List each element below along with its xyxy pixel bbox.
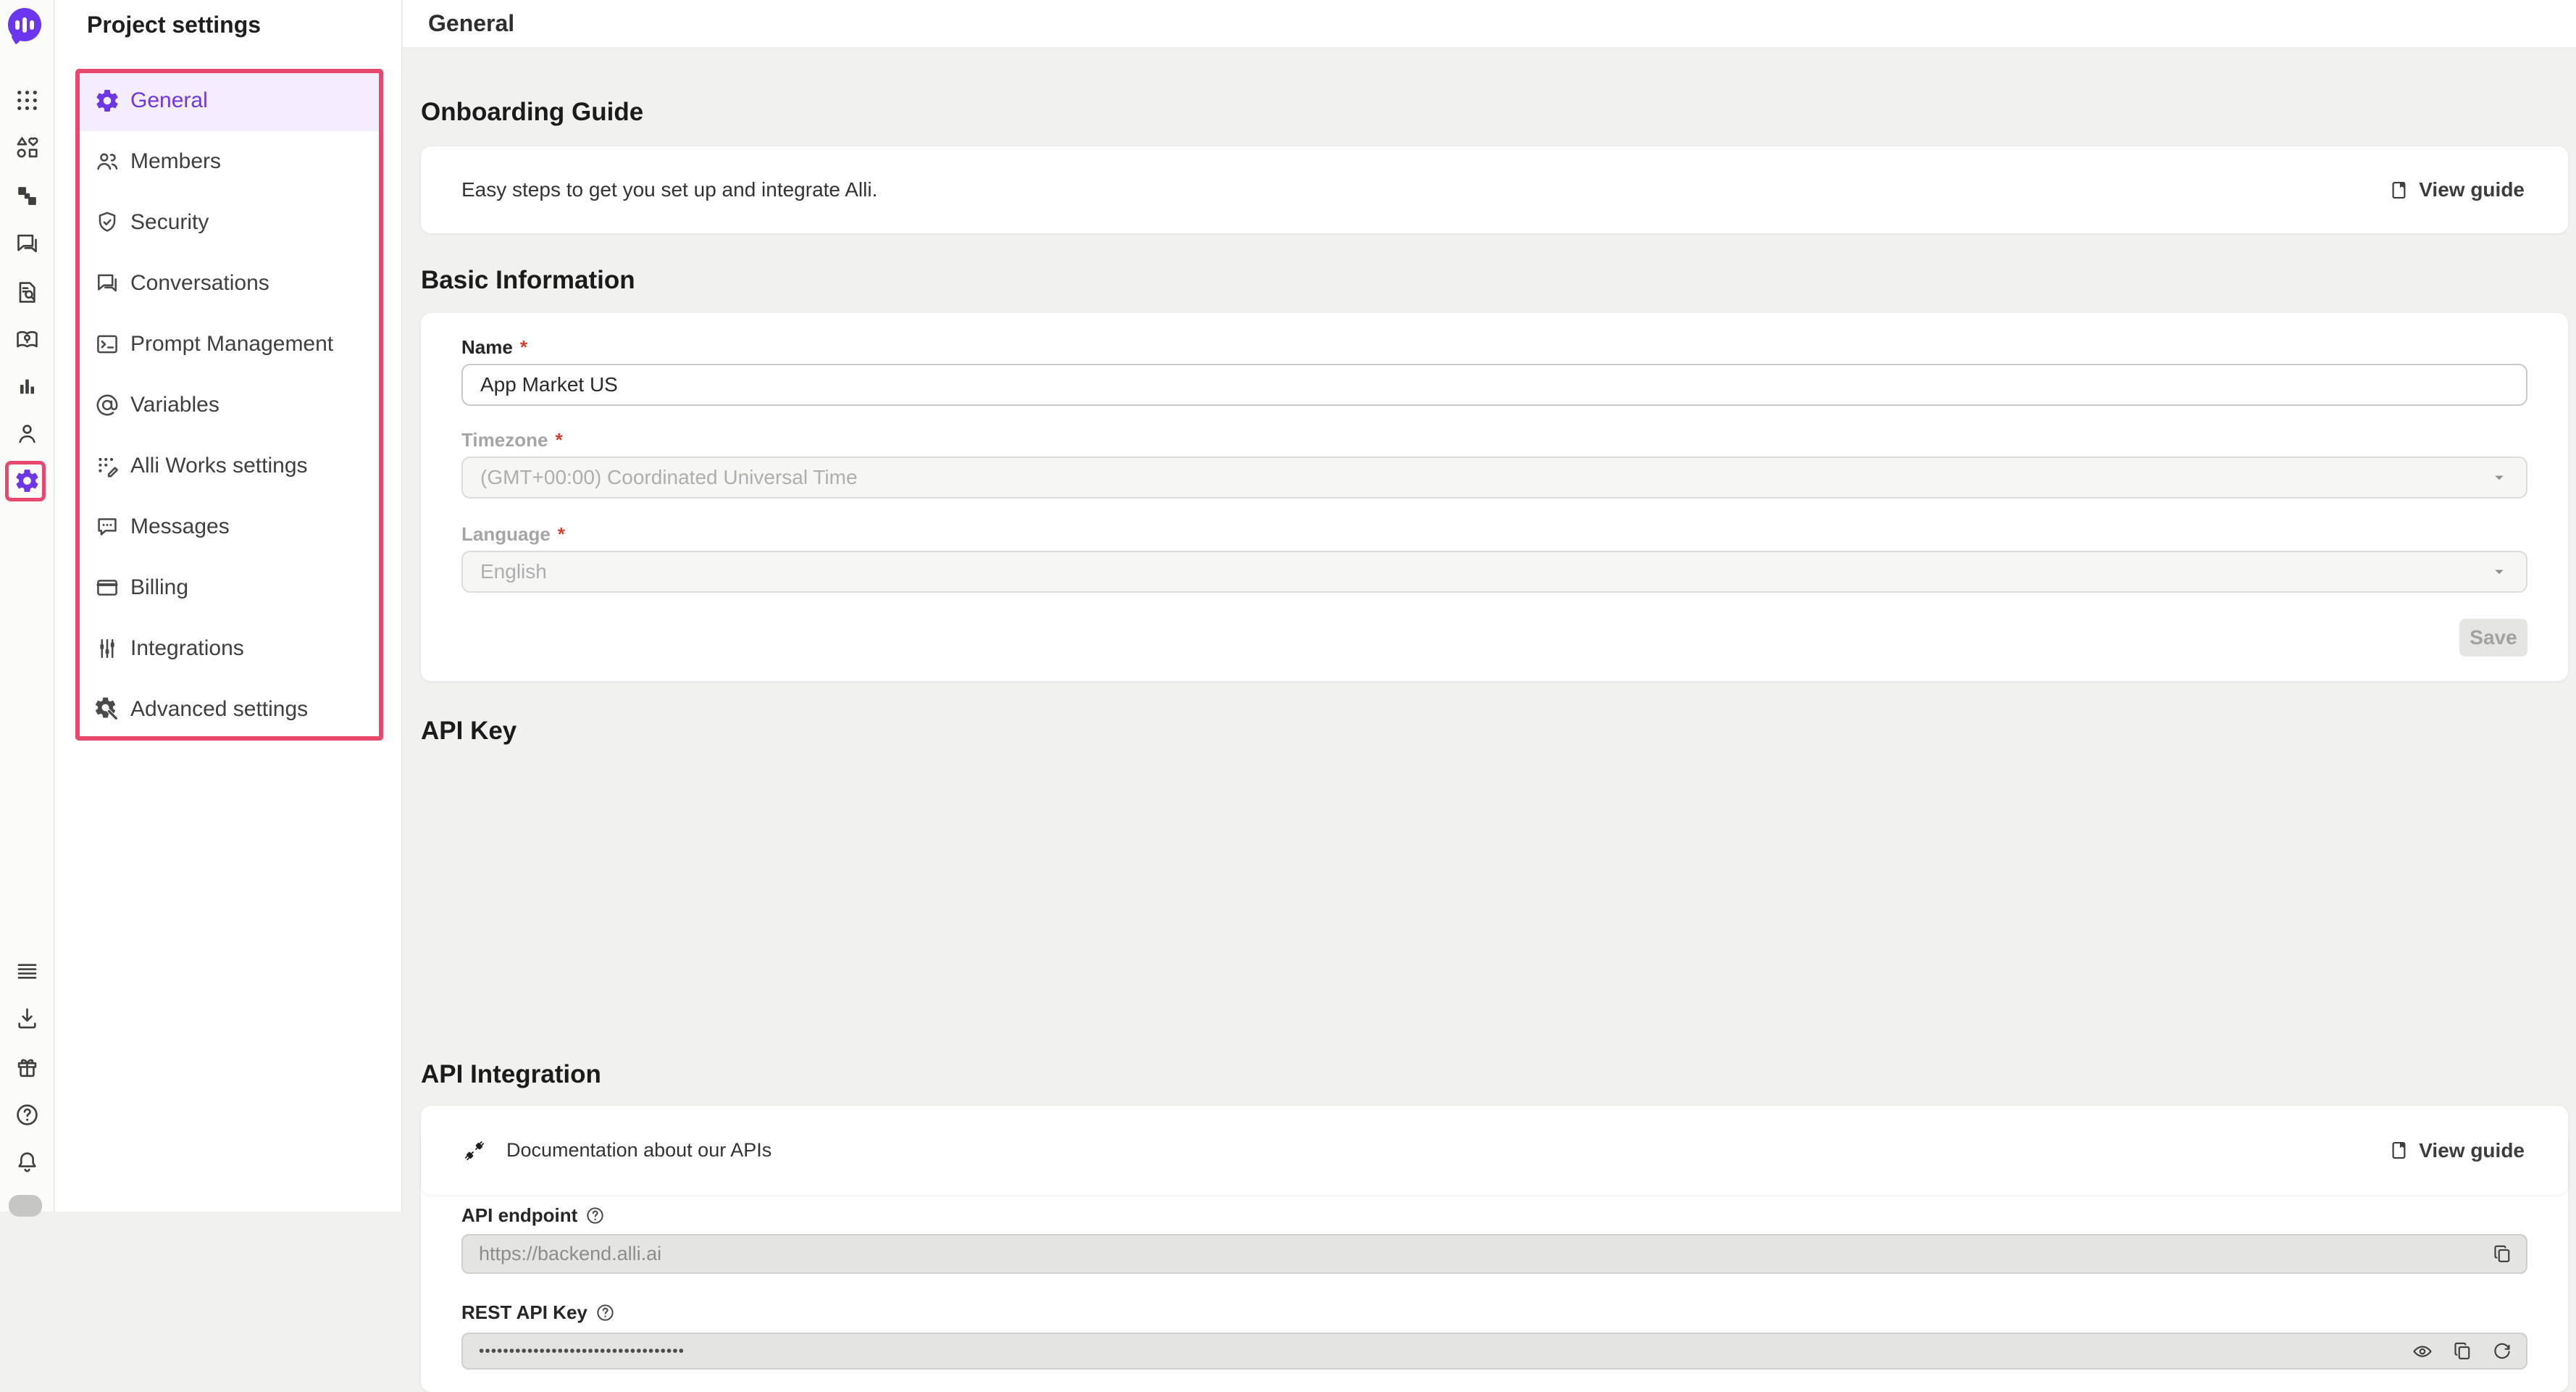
guide-icon	[2388, 179, 2410, 201]
page-title: General	[428, 10, 515, 36]
sidebar-item-conversations[interactable]	[75, 253, 383, 314]
required-marker: *	[519, 336, 527, 358]
sidebar-item-label: Conversations	[130, 271, 269, 295]
help-circle-icon[interactable]	[585, 1205, 606, 1226]
integrations-icon	[94, 635, 120, 662]
shield-icon	[94, 209, 120, 236]
rail-help-icon[interactable]	[12, 1100, 41, 1129]
chevron-down-icon	[2488, 467, 2510, 488]
sidebar-item-messages[interactable]	[75, 496, 383, 557]
sidebar-item-security[interactable]	[75, 192, 383, 253]
rail-menu-icon[interactable]	[12, 957, 41, 985]
sidebar-item-label: Advanced settings	[130, 697, 309, 721]
rail-notifications-icon[interactable]	[12, 1147, 41, 1176]
guide-icon	[2388, 1139, 2410, 1162]
basic-info-card	[421, 313, 2568, 681]
copy-icon[interactable]	[2491, 1243, 2513, 1265]
api-integration-heading: API Integration	[421, 1060, 601, 1088]
rail-categories-icon[interactable]	[12, 133, 41, 162]
main-header	[403, 0, 2576, 48]
api-endpoint-label: API endpoint	[461, 1204, 606, 1227]
sidebar-item-members[interactable]	[75, 131, 383, 192]
language-label: Language *	[461, 523, 565, 545]
members-icon	[94, 149, 120, 175]
advanced-icon	[94, 696, 120, 722]
sidebar-item-label: Variables	[130, 393, 219, 417]
sidebar-item-label: Billing	[130, 575, 189, 599]
rail-settings-icon[interactable]	[12, 466, 41, 495]
view-guide-label: View guide	[2419, 178, 2525, 201]
onboarding-heading: Onboarding Guide	[421, 98, 644, 126]
plug-connection-icon	[461, 1138, 488, 1164]
language-value: English	[480, 560, 547, 583]
settings-sidebar	[55, 0, 402, 1212]
sidebar-item-general[interactable]	[75, 70, 383, 131]
sidebar-item-variables[interactable]	[75, 375, 383, 435]
sidebar-menu	[75, 70, 383, 740]
copy-icon[interactable]	[2451, 1341, 2473, 1362]
sidebar-item-prompt-management[interactable]	[75, 314, 383, 375]
name-input[interactable]	[461, 364, 2527, 406]
api-integration-card	[421, 1106, 2568, 1195]
at-icon	[94, 392, 120, 418]
chat-icon	[94, 270, 120, 296]
billing-icon	[94, 575, 120, 601]
timezone-label: Timezone *	[461, 429, 563, 451]
rest-api-key-value: ••••••••••••••••••••••••••••••••••	[479, 1342, 685, 1359]
main-content	[403, 49, 2576, 1359]
regenerate-key-icon[interactable]	[2491, 1341, 2513, 1362]
language-select[interactable]	[461, 551, 2527, 593]
launcher-pill[interactable]	[9, 1195, 42, 1217]
basic-info-heading: Basic Information	[421, 266, 635, 294]
sidebar-item-label: General	[130, 88, 208, 112]
required-marker: *	[555, 429, 563, 451]
show-key-eye-icon[interactable]	[2412, 1341, 2433, 1362]
required-marker: *	[557, 523, 565, 545]
rail-apps-grid-icon[interactable]	[12, 86, 41, 114]
onboarding-description: Easy steps to get you set up and integrate Alli.	[461, 178, 878, 201]
rail-profile-icon[interactable]	[12, 419, 41, 448]
chevron-down-icon	[2488, 561, 2510, 583]
sidebar-item-alli-works-settings[interactable]	[75, 435, 383, 496]
sidebar-item-integrations[interactable]	[75, 618, 383, 679]
api-integration-description: Documentation about our APIs	[506, 1139, 772, 1161]
api-endpoint-value: https://backend.alli.ai	[479, 1243, 662, 1264]
gear-icon	[94, 88, 120, 114]
sidebar-item-billing[interactable]	[75, 557, 383, 618]
rail-workflow-icon[interactable]	[12, 181, 41, 210]
rail-analytics-icon[interactable]	[12, 372, 41, 401]
prompt-icon	[94, 331, 120, 357]
sidebar-item-label: Security	[130, 210, 209, 234]
timezone-value: (GMT+00:00) Coordinated Universal Time	[480, 466, 858, 488]
sidebar-item-label: Prompt Management	[130, 332, 334, 356]
onboarding-card	[421, 146, 2568, 233]
rail-conversations-icon[interactable]	[12, 229, 41, 258]
message-icon	[94, 514, 120, 540]
sidebar-item-label: Members	[130, 149, 222, 173]
rest-api-key-label: REST API Key	[461, 1301, 616, 1324]
api-endpoint-input	[461, 1234, 2527, 1274]
rail-document-search-icon[interactable]	[12, 278, 41, 307]
rail-knowledge-book-icon[interactable]	[12, 325, 41, 354]
help-circle-icon[interactable]	[595, 1302, 616, 1323]
rest-api-key-input	[461, 1333, 2527, 1370]
onboarding-view-guide-button[interactable]	[2388, 178, 2525, 201]
save-button[interactable]: Save	[2459, 619, 2527, 657]
view-guide-label: View guide	[2419, 1138, 2525, 1162]
sidebar-item-label: Alli Works settings	[130, 454, 308, 478]
rail-gift-icon[interactable]	[12, 1052, 41, 1081]
api-integration-view-guide-button[interactable]	[2388, 1139, 2525, 1162]
works-icon	[94, 453, 120, 479]
api-key-heading: API Key	[421, 717, 517, 745]
sidebar-item-advanced-settings[interactable]	[75, 679, 383, 740]
icon-rail	[0, 0, 54, 1212]
sidebar-item-label: Messages	[130, 514, 230, 538]
name-label: Name *	[461, 336, 527, 358]
sidebar-title: Project settings	[87, 12, 262, 38]
sidebar-item-label: Integrations	[130, 636, 244, 660]
rail-download-icon[interactable]	[12, 1004, 41, 1033]
timezone-select[interactable]	[461, 457, 2527, 499]
alli-logo-icon[interactable]	[8, 8, 43, 43]
